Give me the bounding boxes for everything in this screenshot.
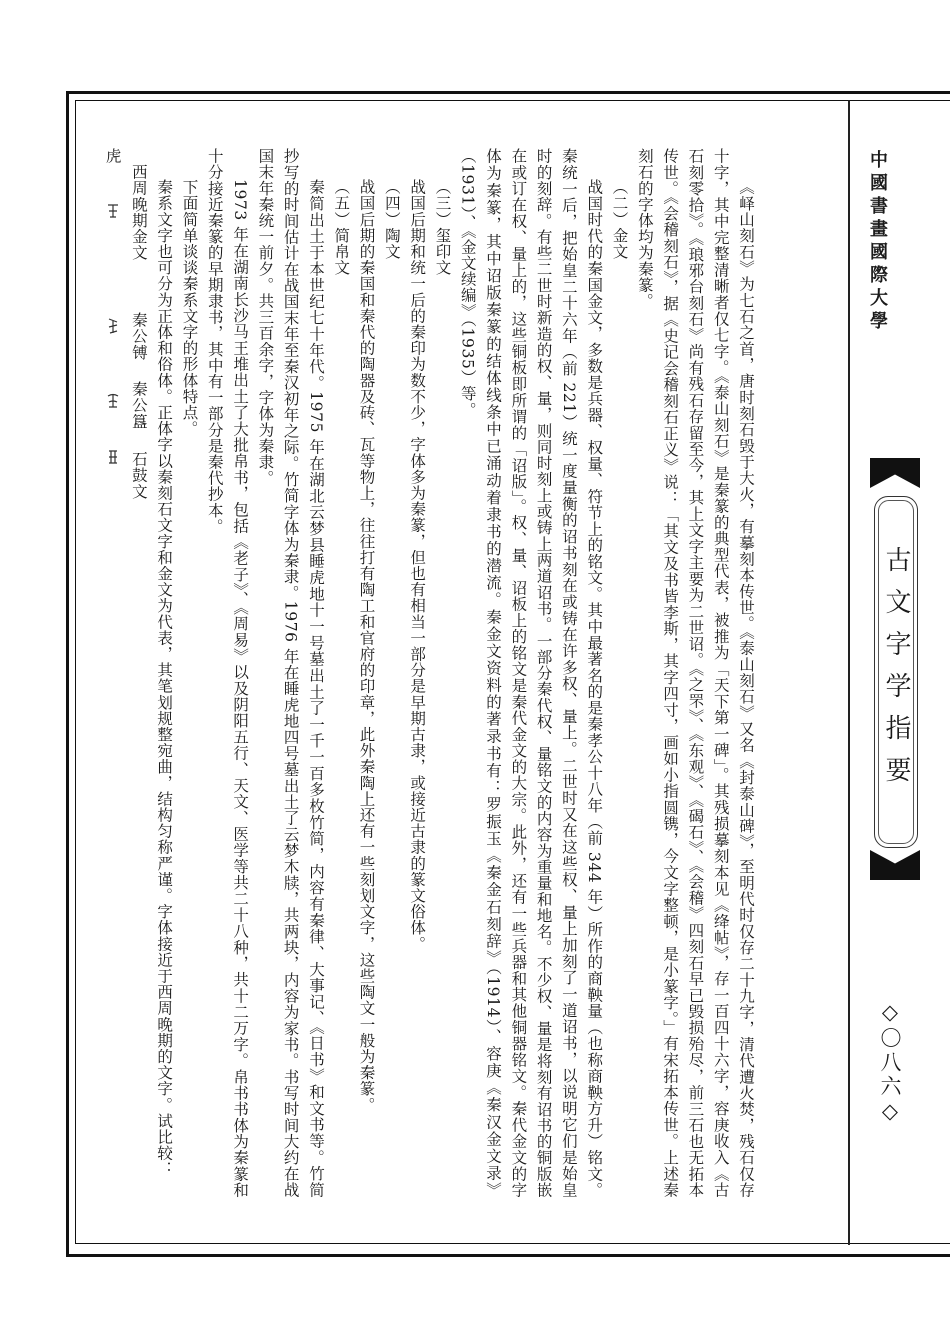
university-name: 中國書畫國際大學 [867,150,888,334]
section-heading-bamboo: （五）简帛文 [332,179,351,276]
seal-glyph-image [100,340,125,410]
comparison-label-qin-gongbo: 秦公镈 [129,312,148,361]
paragraph-pottery: 战国后期的秦国和秦代的陶器及砖、瓦等物上，往往打有陶工和官府的印章，此外秦陶上还有一些刻划文字，这些陶文一般为秦篆。 [357,179,376,1113]
section-heading-pottery: （四）陶文 [382,179,401,260]
comparison-char: 虎 [103,148,122,165]
main-text [103,148,758,1198]
book-title: 古文字学指要 [878,500,914,844]
section-heading-bronze: （二）金文 [610,179,629,260]
paragraph-formal-script: 秦系文字也可分为正体和俗体。正体字以秦刻石文字和金文为代表，其笔划规整宛曲，结构匀称严谨。字体接近于西周晚期的文字。试比较： [155,179,174,1178]
paragraph-stone-inscriptions: 《峄山刻石》为七石之首，唐时刻石毁于大火，有摹刻本传世。《泰山刻石》又名《封泰山碑》，至明代时仅存二十九字，清代遭火焚，残石仅存十字，其中完整清晰者仅七字。《泰山刻石》是秦篆的典型代表，被推为「天下第一碑」。其残损摹刻本见《绛帖》，存一百四十六字，容庚收入《古石刻零拾》。《琅邪台刻石》尚有残石存留至今，其上文字主要为二世诏。《之罘》、《东观》、《碣石》、《会稽》四刻石早已毁损殆尽，前三石也无拓本传世。《会稽刻石》，据《史记会稽刻石正义》说：「其文及书皆李斯，其字四寸，画如小指圆镌，今文字整顿，是小篆字。」有宋拓本传世。上述秦刻石的字体均为秦篆。 [635,148,755,1198]
margin-divider [848,100,850,1245]
page-number: ◇〇八六◇ [878,1000,902,1126]
paragraph-intro-features: 下面简单谈谈秦系文字的形体特点。 [180,179,199,437]
paragraph-bamboo-slips: 秦简出土于本世纪七十年代。1975 年在湖北云梦县睡虎地十一号墓出土了一千一百多枚竹简，内容有秦律、大事记、《日书》和文书等。竹简抄写的时间估计在战国末年至秦汉初年之际。竹简字体为秦隶。1976 年在睡虎地四号墓出土了云梦木牍，共两块，内容为家书。书写时间大约在战国末年秦统一前夕。共三百余字，字体为秦隶。 [256,148,325,1198]
comparison-label-stone-drum: 石鼓文 [129,450,148,500]
comparison-label-qin-gonggui: 秦公簋 [129,381,148,430]
section-heading-seal: （三）玺印文 [433,179,452,276]
paragraph-silk-manuscripts: 1973 年在湖南长沙马王堆出土了大批帛书，包括《老子》、《周易》以及阴阳五行、天文、医学等共二十八种，共十二万字。帛书书体为秦篆和十分接近秦篆的早期隶书，其中有一部分是秦代抄本。 [205,148,250,1198]
book-title-box [874,496,918,848]
comparison-row-tiger [99,148,125,1198]
seal-glyph-image [100,226,125,335]
seal-glyph-image [100,416,125,467]
comparison-labels [126,148,151,1198]
comparison-label-western-zhou: 西周晚期金文 [129,163,148,261]
paragraph-seal: 战国后期和统一后的秦印为数不少，字体多为秦篆，但也有相当一部分是早期古隶，或接近古隶的篆文俗体。 [408,179,427,952]
paragraph-bronze: 战国时代的秦国金文，多数是兵器、权量、符节上的铭文。其中最著名的是秦孝公十八年（前 344 年）所作的商鞅量（也称商鞅方升）铭文。秦统一后，把始皇二十六年（前 221）统一度量衡的诏书刻在或铸在许多权、量上。二世时又在这些权、量上加刻了一道诏书，以说明它们是始皇时的刻辞。有些二世时新造的权、量，则同时刻上或铸上两道诏书。一部分秦代权、量铭文的内容为重量和地名。不少权、量是将刻有诏书的铜版嵌在或订在权、量上的，这些铜板即所谓的「诏版」。权、量、诏板上的铭文是秦代金文的大宗。此外，还有一些兵器和其他铜器铭文。秦代金文的字体为秦篆，其中诏版秦篆的结体线条中已涌动着隶书的潜流。秦金文资料的著录书有：罗振玉《秦金石刻辞》（1914）、容庚《秦汉金文录》（1931）、《金文续编》（1935）等。 [458,148,604,1198]
seal-glyph-image [100,170,125,221]
